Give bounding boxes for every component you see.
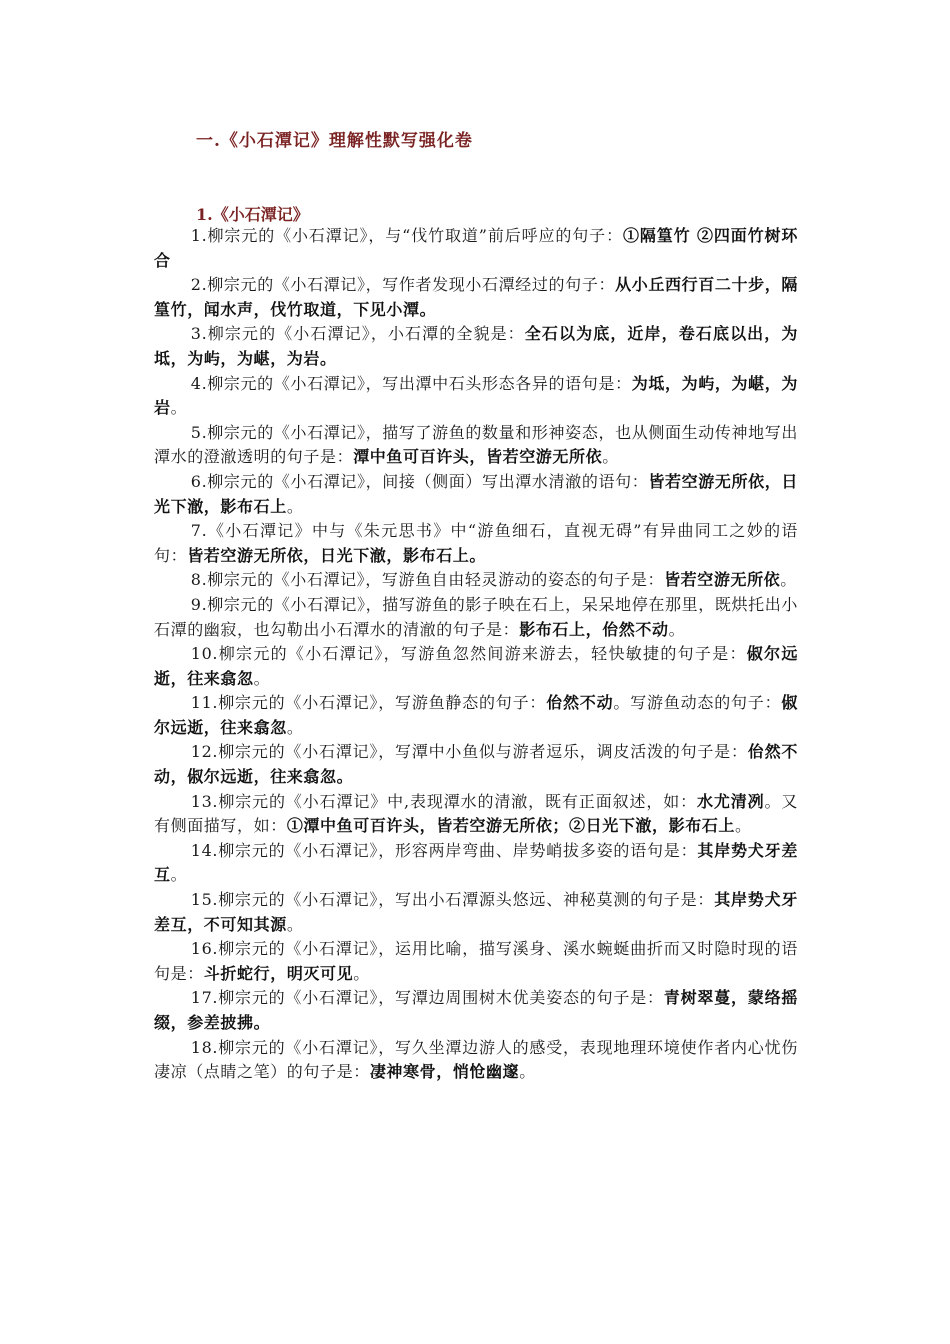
answer-text: 佁然不动，俶尔远逝，往来翕忽。: [154, 742, 798, 787]
question-prompt: 1.柳宗元的《小石潭记》，与“伐竹取道”前后呼应的句子：: [190, 226, 623, 245]
question-item: [154, 740, 798, 789]
answer-text: 佁然不动: [546, 693, 614, 713]
question-item: [154, 519, 798, 568]
answer-text: 皆若空游无所依: [664, 570, 781, 590]
answer-text: 皆若空游无所依，日光下澈，影布石上。: [187, 545, 487, 565]
document-title: 一.《小石潭记》理解性默写强化卷: [196, 131, 473, 151]
question-item: [154, 790, 798, 839]
question-item: [154, 1036, 798, 1085]
answer-text: 其岸势犬牙差互，不可知其源: [154, 890, 798, 934]
answer-text: 俶尔远逝，往来翕忽: [154, 644, 798, 688]
question-suffix-2: 。: [286, 717, 304, 737]
question-suffix: 。写游鱼动态的句子：: [613, 693, 782, 713]
answer-text: 影布石上，佁然不动: [519, 619, 669, 639]
answer-text: 水尤清冽: [696, 791, 765, 811]
answer-text: 潭中鱼可百许头，皆若空游无所依: [353, 447, 603, 467]
question-prompt: 15.柳宗元的《小石潭记》，写出小石潭源头悠远、神秘莫测的句子是：: [190, 890, 715, 910]
question-item: [154, 839, 798, 888]
question-prompt: 2.柳宗元的《小石潭记》，写作者发现小石潭经过的句子：: [190, 275, 616, 295]
question-suffix: 。: [602, 447, 619, 467]
question-list: [154, 224, 798, 1085]
question-prompt: 10.柳宗元的《小石潭记》，写游鱼忽然间游来游去，轻快敏捷的句子是：: [190, 644, 747, 664]
answer-text: 其岸势犬牙差互: [154, 840, 798, 885]
question-prompt: 4.柳宗元的《小石潭记》，写出潭中石头形态各异的语句是：: [190, 373, 632, 393]
answer-text: 青树翠蔓，蒙络摇缀，参差披拂。: [154, 988, 798, 1032]
answer-text-2: 俶尔远逝，往来翕忽: [154, 693, 798, 737]
section-heading: 1.《小石潭记》: [196, 205, 309, 224]
question-item: [154, 322, 798, 371]
question-prompt: 13.柳宗元的《小石潭记》中,表现潭水的清澈，既有正面叙述，如：: [190, 791, 697, 811]
question-item: [154, 986, 798, 1035]
question-prompt: 3.柳宗元的《小石潭记》，小石潭的全貌是：: [190, 324, 525, 344]
question-suffix: 。: [170, 398, 188, 418]
question-prompt: 16.柳宗元的《小石潭记》，运用比喻，描写溪身、溪水蜿蜒曲折而又时隐时现的语句是：: [154, 939, 798, 983]
question-suffix: 。又有侧面描写，如：: [154, 791, 798, 836]
answer-text: 全石以为底，近岸，卷石底以出，为坻，为屿，为嵁，为岩。: [154, 324, 798, 368]
question-suffix: 。: [170, 865, 188, 885]
question-suffix: 。: [253, 668, 271, 688]
answer-text: 斗折蛇行，明灭可见: [203, 963, 354, 983]
question-item: [154, 888, 798, 937]
question-prompt: 5.柳宗元的《小石潭记》，描写了游鱼的数量和形神姿态，也从侧面生动传神地写出潭水的澄澈透明的句子是：: [154, 422, 798, 467]
question-item: [154, 470, 798, 519]
question-item: [154, 593, 798, 642]
question-item: [154, 691, 798, 740]
question-prompt: 12.柳宗元的《小石潭记》，写潭中小鱼似与游者逗乐，调皮活泼的句子是：: [190, 742, 748, 762]
question-item: [154, 421, 798, 470]
question-suffix: 。: [286, 496, 304, 516]
question-item: [154, 273, 798, 322]
question-item: [154, 568, 798, 593]
question-prompt: 8.柳宗元的《小石潭记》，写游鱼自由轻灵游动的姿态的句子是：: [190, 570, 665, 590]
question-suffix: 。: [668, 619, 686, 639]
question-prompt: 6.柳宗元的《小石潭记》，间接（侧面）写出潭水清澈的语句：: [190, 471, 649, 491]
question-suffix: 。: [353, 963, 370, 983]
question-item: [154, 642, 798, 691]
answer-text: ①隔篁竹 ②四面竹树环合: [154, 226, 798, 270]
answer-text-2: ①潭中鱼可百许头，皆若空游无所依；②日光下澈，影布石上: [286, 816, 736, 836]
question-prompt: 7.《小石潭记》中与《朱元思书》中“游鱼细石，直视无碍”有异曲同工之妙的语句：: [154, 521, 798, 565]
question-prompt: 9.柳宗元的《小石潭记》，描写游鱼的影子映在石上，呆呆地停在那里，既烘托出小石潭的幽寂，也勾勒出小石潭水的清澈的句子是：: [154, 594, 798, 639]
question-item: [154, 224, 798, 273]
question-suffix: 。: [519, 1062, 536, 1082]
question-suffix: 。: [780, 570, 797, 590]
question-prompt: 18.柳宗元的《小石潭记》，写久坐潭边游人的感受，表现地理环境使作者内心忧伤凄凉（点睛之笔）的句子是：: [154, 1037, 798, 1082]
question-suffix-2: 。: [735, 816, 752, 836]
question-prompt: 17.柳宗元的《小石潭记》，写潭边周围树木优美姿态的句子是：: [190, 988, 664, 1008]
question-prompt: 14.柳宗元的《小石潭记》，形容两岸弯曲、岸势峭拔多姿的语句是：: [190, 840, 698, 860]
answer-text: 凄神寒骨，悄怆幽邃: [369, 1062, 520, 1082]
answer-text: 从小丘西行百二十步，隔篁竹，闻水声，伐竹取道，下见小潭。: [154, 275, 798, 319]
question-item: [154, 372, 798, 421]
question-suffix: 。: [286, 914, 304, 934]
answer-text: 为坻，为屿，为嵁，为岩: [154, 373, 798, 418]
question-prompt: 11.柳宗元的《小石潭记》，写游鱼静态的句子：: [190, 693, 547, 713]
question-item: [154, 937, 798, 986]
answer-text: 皆若空游无所依，日光下澈，影布石上: [154, 471, 798, 516]
